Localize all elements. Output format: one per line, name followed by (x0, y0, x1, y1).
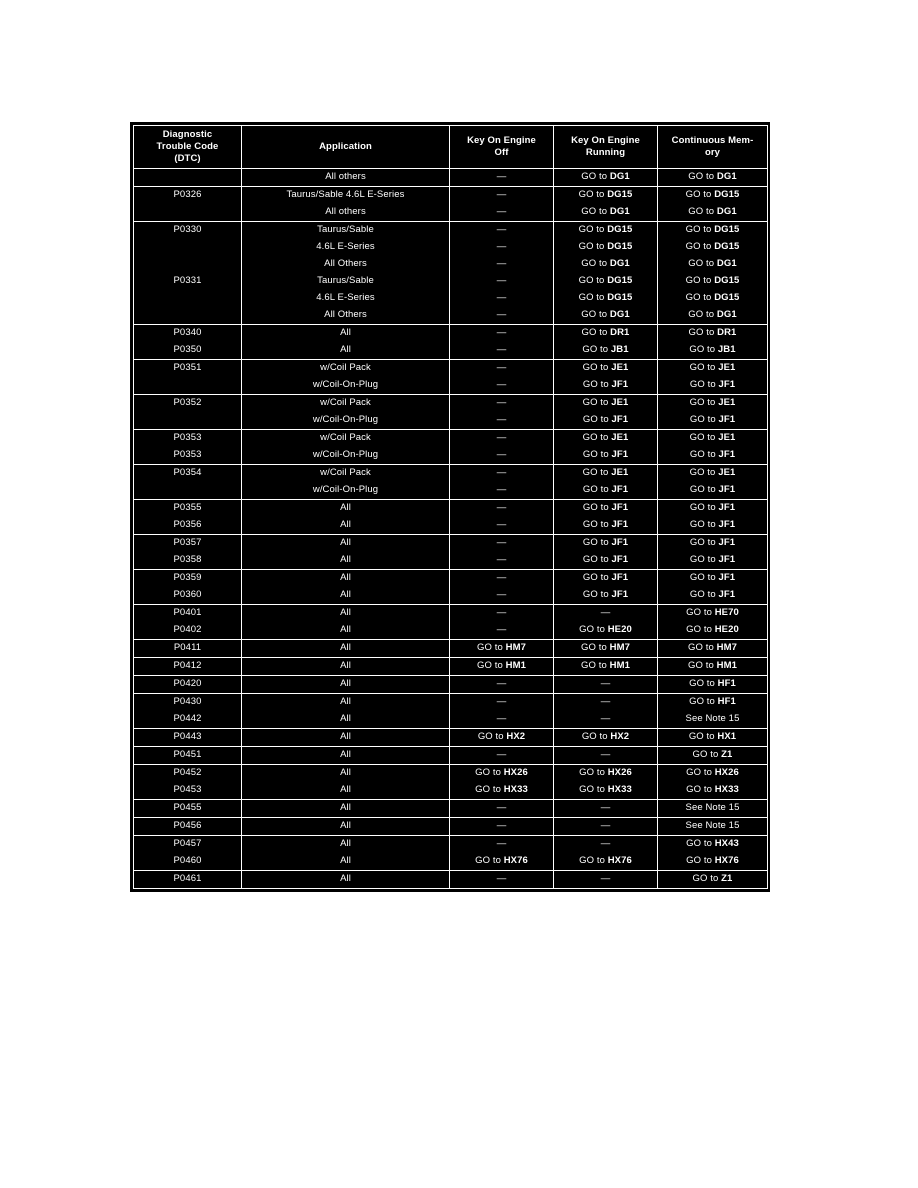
cell-app: w/Coil Pack (242, 429, 450, 447)
cell-koeo: — (450, 587, 554, 605)
cell-koeo: GO to HX33 (450, 782, 554, 800)
dtc-table (133, 125, 768, 889)
cell-koeo: GO to HX76 (450, 853, 554, 871)
cell-koeo: — (450, 746, 554, 764)
table-row (134, 290, 768, 307)
cell-cm: GO to DG1 (658, 307, 768, 325)
cell-koeo: — (450, 342, 554, 360)
cell-cm: GO to Z1 (658, 746, 768, 764)
header-row (134, 126, 768, 169)
cell-koer: GO to DG1 (554, 256, 658, 273)
cell-koeo: — (450, 622, 554, 640)
cell-koer: GO to JE1 (554, 394, 658, 412)
cell-koeo: — (450, 534, 554, 552)
cell-koer: GO to HX26 (554, 764, 658, 782)
table-row (134, 799, 768, 817)
cell-koeo: — (450, 239, 554, 256)
cell-koer: GO to DG15 (554, 290, 658, 307)
cell-dtc: P0456 (134, 817, 242, 835)
cell-koeo: — (450, 799, 554, 817)
cell-cm: GO to DG15 (658, 273, 768, 290)
cell-app: All (242, 853, 450, 871)
cell-koer: GO to DG15 (554, 221, 658, 239)
cell-dtc: P0357 (134, 534, 242, 552)
cell-dtc: P0330 (134, 221, 242, 239)
cell-cm: See Note 15 (658, 711, 768, 729)
cell-koer: GO to JF1 (554, 377, 658, 395)
table-row (134, 746, 768, 764)
table-row (134, 782, 768, 800)
cell-koeo: GO to HX2 (450, 728, 554, 746)
cell-koer: GO to HX76 (554, 853, 658, 871)
cell-dtc (134, 307, 242, 325)
cell-koer: GO to JE1 (554, 464, 658, 482)
cell-app: w/Coil-On-Plug (242, 377, 450, 395)
cell-cm: GO to JE1 (658, 464, 768, 482)
cell-cm: GO to HE70 (658, 604, 768, 622)
cell-koer: GO to DG15 (554, 239, 658, 256)
table-row (134, 817, 768, 835)
cell-app: Taurus/Sable (242, 273, 450, 290)
cell-koeo: — (450, 204, 554, 222)
cell-koeo: GO to HM1 (450, 657, 554, 675)
table-row (134, 221, 768, 239)
cell-cm: GO to HX26 (658, 764, 768, 782)
table-row (134, 657, 768, 675)
cell-dtc: P0354 (134, 464, 242, 482)
table-row (134, 587, 768, 605)
cell-app: All (242, 569, 450, 587)
table-row (134, 256, 768, 273)
cell-dtc (134, 256, 242, 273)
table-row (134, 168, 768, 186)
cell-app: All (242, 728, 450, 746)
cell-cm: GO to JF1 (658, 517, 768, 535)
header-koeo-line1: Key On Engine (467, 134, 536, 146)
cell-app: 4.6L E-Series (242, 290, 450, 307)
cell-koeo: — (450, 693, 554, 711)
cell-koeo: — (450, 307, 554, 325)
cell-koeo: — (450, 675, 554, 693)
cell-cm: GO to DG15 (658, 239, 768, 256)
cell-cm: GO to JF1 (658, 482, 768, 500)
cell-app: All (242, 711, 450, 729)
cell-koeo: — (450, 517, 554, 535)
cell-dtc: P0359 (134, 569, 242, 587)
cell-koeo: — (450, 290, 554, 307)
table-row (134, 569, 768, 587)
table-row (134, 728, 768, 746)
header-continuous-memory (658, 126, 768, 169)
cell-dtc (134, 377, 242, 395)
cell-koer: GO to HM1 (554, 657, 658, 675)
table-row (134, 499, 768, 517)
cell-dtc (134, 482, 242, 500)
cell-app: All (242, 622, 450, 640)
cell-app: All (242, 604, 450, 622)
table-row (134, 204, 768, 222)
cell-app: All (242, 639, 450, 657)
cell-dtc: P0460 (134, 853, 242, 871)
cell-app: All (242, 552, 450, 570)
table-row (134, 359, 768, 377)
cell-dtc: P0453 (134, 782, 242, 800)
table-row (134, 482, 768, 500)
cell-koer: — (554, 835, 658, 853)
cell-cm: GO to DG15 (658, 221, 768, 239)
header-koer-line1: Key On Engine (571, 134, 640, 146)
cell-koeo: — (450, 412, 554, 430)
table-row (134, 552, 768, 570)
cell-koeo: — (450, 324, 554, 342)
cell-koeo: — (450, 447, 554, 465)
cell-cm: GO to JF1 (658, 552, 768, 570)
cell-koer: GO to JF1 (554, 552, 658, 570)
table-row (134, 342, 768, 360)
table-row (134, 764, 768, 782)
cell-koeo: — (450, 273, 554, 290)
cell-dtc: P0430 (134, 693, 242, 711)
cell-cm: GO to HX43 (658, 835, 768, 853)
header-dtc-line2: Trouble Code (156, 140, 219, 152)
cell-dtc (134, 204, 242, 222)
cell-koeo: — (450, 429, 554, 447)
cell-dtc (134, 239, 242, 256)
cell-koer: GO to JF1 (554, 534, 658, 552)
header-dtc-line3: (DTC) (174, 152, 201, 164)
cell-koer: GO to HX2 (554, 728, 658, 746)
cell-dtc: P0340 (134, 324, 242, 342)
cell-cm: GO to JF1 (658, 377, 768, 395)
table-row (134, 324, 768, 342)
cell-koer: GO to JF1 (554, 412, 658, 430)
cell-dtc: P0455 (134, 799, 242, 817)
table-row (134, 273, 768, 290)
cell-koer: GO to JF1 (554, 587, 658, 605)
cell-app: w/Coil-On-Plug (242, 412, 450, 430)
header-dtc-line1: Diagnostic (162, 129, 213, 140)
cell-dtc: P0355 (134, 499, 242, 517)
cell-koeo: — (450, 359, 554, 377)
cell-koer: — (554, 675, 658, 693)
cell-koer: GO to DG1 (554, 307, 658, 325)
cell-koer: GO to HX33 (554, 782, 658, 800)
header-key-on-engine-running (554, 126, 658, 169)
cell-cm: GO to JE1 (658, 394, 768, 412)
cell-koeo: GO to HM7 (450, 639, 554, 657)
cell-cm: GO to HM1 (658, 657, 768, 675)
cell-app: All (242, 835, 450, 853)
cell-app: All others (242, 168, 450, 186)
cell-dtc: P0443 (134, 728, 242, 746)
cell-koer: GO to HM7 (554, 639, 658, 657)
cell-cm: GO to DG1 (658, 256, 768, 273)
cell-app: w/Coil Pack (242, 394, 450, 412)
cell-koer: GO to JE1 (554, 429, 658, 447)
cell-dtc: P0353 (134, 429, 242, 447)
cell-app: All (242, 517, 450, 535)
cell-koer: GO to JF1 (554, 482, 658, 500)
cell-dtc: P0352 (134, 394, 242, 412)
cell-app: w/Coil Pack (242, 359, 450, 377)
cell-dtc: P0457 (134, 835, 242, 853)
cell-cm: GO to JB1 (658, 342, 768, 360)
cell-dtc: P0452 (134, 764, 242, 782)
cell-cm: GO to Z1 (658, 870, 768, 888)
cell-app: All Others (242, 307, 450, 325)
cell-koer: — (554, 693, 658, 711)
table-row (134, 239, 768, 256)
table-row (134, 622, 768, 640)
cell-koeo: — (450, 377, 554, 395)
cell-cm: GO to HX76 (658, 853, 768, 871)
table-row (134, 604, 768, 622)
cell-dtc: P0401 (134, 604, 242, 622)
cell-app: All (242, 675, 450, 693)
cell-dtc: P0351 (134, 359, 242, 377)
table-row (134, 675, 768, 693)
cell-koeo: — (450, 256, 554, 273)
table-row (134, 853, 768, 871)
cell-dtc: P0360 (134, 587, 242, 605)
cell-koeo: — (450, 870, 554, 888)
cell-koeo: — (450, 186, 554, 204)
cell-cm: GO to HX1 (658, 728, 768, 746)
table-row (134, 870, 768, 888)
cell-dtc: P0412 (134, 657, 242, 675)
cell-dtc (134, 168, 242, 186)
cell-dtc: P0358 (134, 552, 242, 570)
cell-cm: GO to DG1 (658, 168, 768, 186)
cell-app: All (242, 782, 450, 800)
table-row (134, 447, 768, 465)
cell-dtc: P0461 (134, 870, 242, 888)
cell-koer: GO to DG1 (554, 204, 658, 222)
cell-app: w/Coil-On-Plug (242, 482, 450, 500)
cell-app: All (242, 693, 450, 711)
cell-app: All (242, 499, 450, 517)
cell-koer: — (554, 817, 658, 835)
cell-cm: GO to JE1 (658, 359, 768, 377)
cell-cm: GO to HF1 (658, 693, 768, 711)
cell-cm: GO to DG15 (658, 290, 768, 307)
header-koeo-line2: Off (494, 146, 509, 158)
table-row (134, 534, 768, 552)
cell-cm: GO to HE20 (658, 622, 768, 640)
header-dtc (134, 126, 242, 169)
cell-cm: GO to DG15 (658, 186, 768, 204)
header-key-on-engine-off (450, 126, 554, 169)
table-row (134, 517, 768, 535)
cell-koer: — (554, 799, 658, 817)
cell-app: All (242, 534, 450, 552)
cell-dtc: P0356 (134, 517, 242, 535)
header-koer-line2: Running (585, 146, 626, 158)
cell-cm: GO to JF1 (658, 534, 768, 552)
table-row (134, 307, 768, 325)
cell-dtc: P0331 (134, 273, 242, 290)
cell-dtc: P0402 (134, 622, 242, 640)
cell-dtc: P0326 (134, 186, 242, 204)
header-cm-line1: Continuous Mem- (671, 134, 754, 146)
table-row (134, 186, 768, 204)
cell-koeo: — (450, 604, 554, 622)
cell-koer: GO to JF1 (554, 517, 658, 535)
cell-app: All (242, 817, 450, 835)
table-body (134, 168, 768, 888)
cell-cm: GO to DR1 (658, 324, 768, 342)
cell-koeo: — (450, 221, 554, 239)
cell-koeo: — (450, 817, 554, 835)
cell-cm: GO to JF1 (658, 569, 768, 587)
table-row (134, 429, 768, 447)
cell-koeo: — (450, 552, 554, 570)
cell-koer: — (554, 746, 658, 764)
cell-koer: — (554, 870, 658, 888)
header-application-line1: Application (319, 140, 372, 152)
cell-koer: GO to DG15 (554, 186, 658, 204)
cell-app: All (242, 342, 450, 360)
cell-cm: GO to HX33 (658, 782, 768, 800)
cell-koeo: — (450, 482, 554, 500)
cell-cm: GO to JF1 (658, 499, 768, 517)
cell-app: All (242, 657, 450, 675)
cell-koeo: — (450, 168, 554, 186)
cell-koer: GO to JB1 (554, 342, 658, 360)
cell-app: All (242, 870, 450, 888)
cell-app: All (242, 799, 450, 817)
cell-koeo: — (450, 835, 554, 853)
table-row (134, 639, 768, 657)
cell-app: All (242, 587, 450, 605)
cell-app: w/Coil-On-Plug (242, 447, 450, 465)
cell-koer: GO to DG15 (554, 273, 658, 290)
cell-app: All (242, 746, 450, 764)
cell-cm: GO to HM7 (658, 639, 768, 657)
cell-koeo: — (450, 499, 554, 517)
cell-dtc (134, 412, 242, 430)
cell-cm: GO to DG1 (658, 204, 768, 222)
cell-dtc: P0442 (134, 711, 242, 729)
cell-koer: GO to JE1 (554, 359, 658, 377)
cell-app: Taurus/Sable (242, 221, 450, 239)
cell-dtc (134, 290, 242, 307)
cell-app: All others (242, 204, 450, 222)
cell-cm: GO to JF1 (658, 412, 768, 430)
cell-koeo: GO to HX26 (450, 764, 554, 782)
cell-app: All (242, 324, 450, 342)
cell-koer: GO to HE20 (554, 622, 658, 640)
cell-cm: See Note 15 (658, 799, 768, 817)
cell-koer: GO to DG1 (554, 168, 658, 186)
cell-app: 4.6L E-Series (242, 239, 450, 256)
cell-koeo: — (450, 711, 554, 729)
cell-koer: — (554, 604, 658, 622)
table-row (134, 693, 768, 711)
table-row (134, 377, 768, 395)
cell-koer: — (554, 711, 658, 729)
table-row (134, 835, 768, 853)
table-row (134, 464, 768, 482)
header-cm-line2: ory (704, 146, 721, 158)
cell-cm: GO to JF1 (658, 447, 768, 465)
cell-app: All Others (242, 256, 450, 273)
table-row (134, 394, 768, 412)
cell-koeo: — (450, 569, 554, 587)
header-application (242, 126, 450, 169)
cell-koeo: — (450, 464, 554, 482)
cell-app: Taurus/Sable 4.6L E-Series (242, 186, 450, 204)
cell-cm: GO to HF1 (658, 675, 768, 693)
cell-cm: See Note 15 (658, 817, 768, 835)
cell-koer: GO to DR1 (554, 324, 658, 342)
cell-koeo: — (450, 394, 554, 412)
table-header (134, 126, 768, 169)
cell-koer: GO to JF1 (554, 499, 658, 517)
cell-cm: GO to JF1 (658, 587, 768, 605)
cell-app: w/Coil Pack (242, 464, 450, 482)
dtc-table-frame (130, 122, 770, 892)
cell-dtc: P0451 (134, 746, 242, 764)
cell-app: All (242, 764, 450, 782)
cell-dtc: P0420 (134, 675, 242, 693)
table-row (134, 412, 768, 430)
cell-koer: GO to JF1 (554, 569, 658, 587)
cell-koer: GO to JF1 (554, 447, 658, 465)
cell-dtc: P0411 (134, 639, 242, 657)
cell-dtc: P0353 (134, 447, 242, 465)
cell-dtc: P0350 (134, 342, 242, 360)
table-row (134, 711, 768, 729)
cell-cm: GO to JE1 (658, 429, 768, 447)
